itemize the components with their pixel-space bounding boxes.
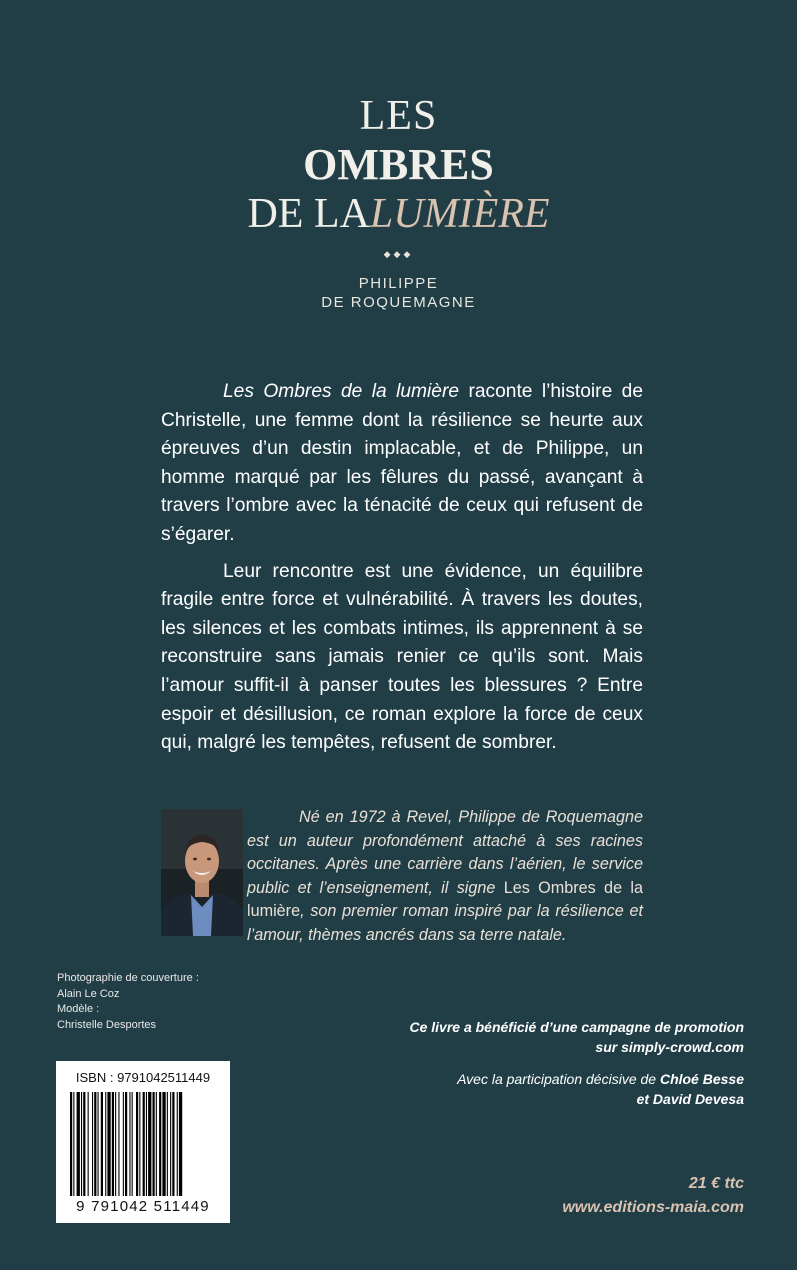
- book-blurb: [161, 378, 643, 766]
- barcode-digits: 9 791042 511449: [76, 1198, 210, 1215]
- bio-book-title: Les Ombres de la lumière: [247, 878, 643, 920]
- barcode-box: [56, 1061, 230, 1223]
- model-credit-label: Modèle :: [57, 1003, 100, 1015]
- participation-note: [344, 1069, 744, 1109]
- title-line-3: [0, 193, 797, 235]
- promotion-line-2: sur simply-crowd.com: [595, 1039, 744, 1055]
- model-credit-name: Christelle Desportes: [57, 1018, 157, 1031]
- author-name: [0, 274, 797, 312]
- participation-line-2: [344, 1089, 744, 1109]
- price: 21 € ttc: [688, 1175, 744, 1192]
- promotion-line-1: Ce livre a bénéficié d’une campagne de promotion: [409, 1019, 744, 1035]
- author-bio: [247, 806, 643, 947]
- isbn-label: ISBN : 9791042511449: [75, 1070, 211, 1085]
- promotion-note: [344, 1017, 744, 1057]
- photo-credit-name: Alain Le Coz: [57, 987, 120, 1000]
- title-block: [0, 95, 797, 312]
- title-line-3-prefix: DE LA: [247, 191, 370, 237]
- author-line-1: PHILIPPE: [358, 275, 439, 292]
- bio-part-2: , son premier roman inspiré par la résilience et l’amour, thèmes ancrés dans sa terre natale.: [247, 902, 643, 944]
- photo-credit-label: Photographie de couverture :: [57, 972, 199, 984]
- diamond-ornament-icon: ◆◆◆: [383, 249, 414, 259]
- author-photo: [161, 809, 243, 936]
- title-line-2: OMBRES: [303, 140, 494, 189]
- barcode-icon: [70, 1092, 216, 1198]
- participation-line-1: [344, 1069, 744, 1089]
- blurb-book-title: Les Ombres de la lumière: [223, 381, 460, 402]
- author-line-2: DE ROQUEMAGNE: [321, 294, 476, 311]
- blurb-paragraph-1-text: raconte l’histoire de Christelle, une femme dont la résilience se heurte aux épreuves d’un destin implacable, et de Philippe, un homme marqué par les fêlures du passé, avançant à travers l’ombre avec la ténacité de ceux qui refusent de s’égarer.: [161, 381, 643, 545]
- blurb-paragraph-2: Leur rencontre est une évidence, un équilibre fragile entre force et vulnérabilité. À travers les doutes, les silences et les combats intimes, ils apprennent à se reconstruire sans jamais renier ce qu’ils sont. Mais l’amour suffit-il à panser toutes les blessures ? Entre espoir et désillusion, ce roman explore la force de ceux qui, malgré les tempêtes, refusent de sombrer.: [161, 560, 643, 754]
- participant-1: Chloé Besse: [659, 1071, 744, 1087]
- title-line-1: LES: [359, 93, 438, 139]
- title-accent-word: LUMIÈRE: [369, 191, 550, 237]
- cover-credits: [57, 971, 199, 1033]
- author-portrait-icon: [161, 809, 243, 936]
- publisher-website: www.editions-maia.com: [562, 1199, 744, 1216]
- bio-part-1: Né en 1972 à Revel, Philippe de Roquemagne est un auteur profondément attaché à ses racines occitanes. Après une carrière dans l’aérien, le service public et l’enseignement, il signe: [247, 808, 643, 897]
- price-block: [444, 1172, 744, 1220]
- participant-2: et David Devesa: [636, 1091, 744, 1107]
- participation-prefix: Avec la participation décisive de: [457, 1071, 660, 1087]
- blurb-paragraph-1: [161, 378, 643, 550]
